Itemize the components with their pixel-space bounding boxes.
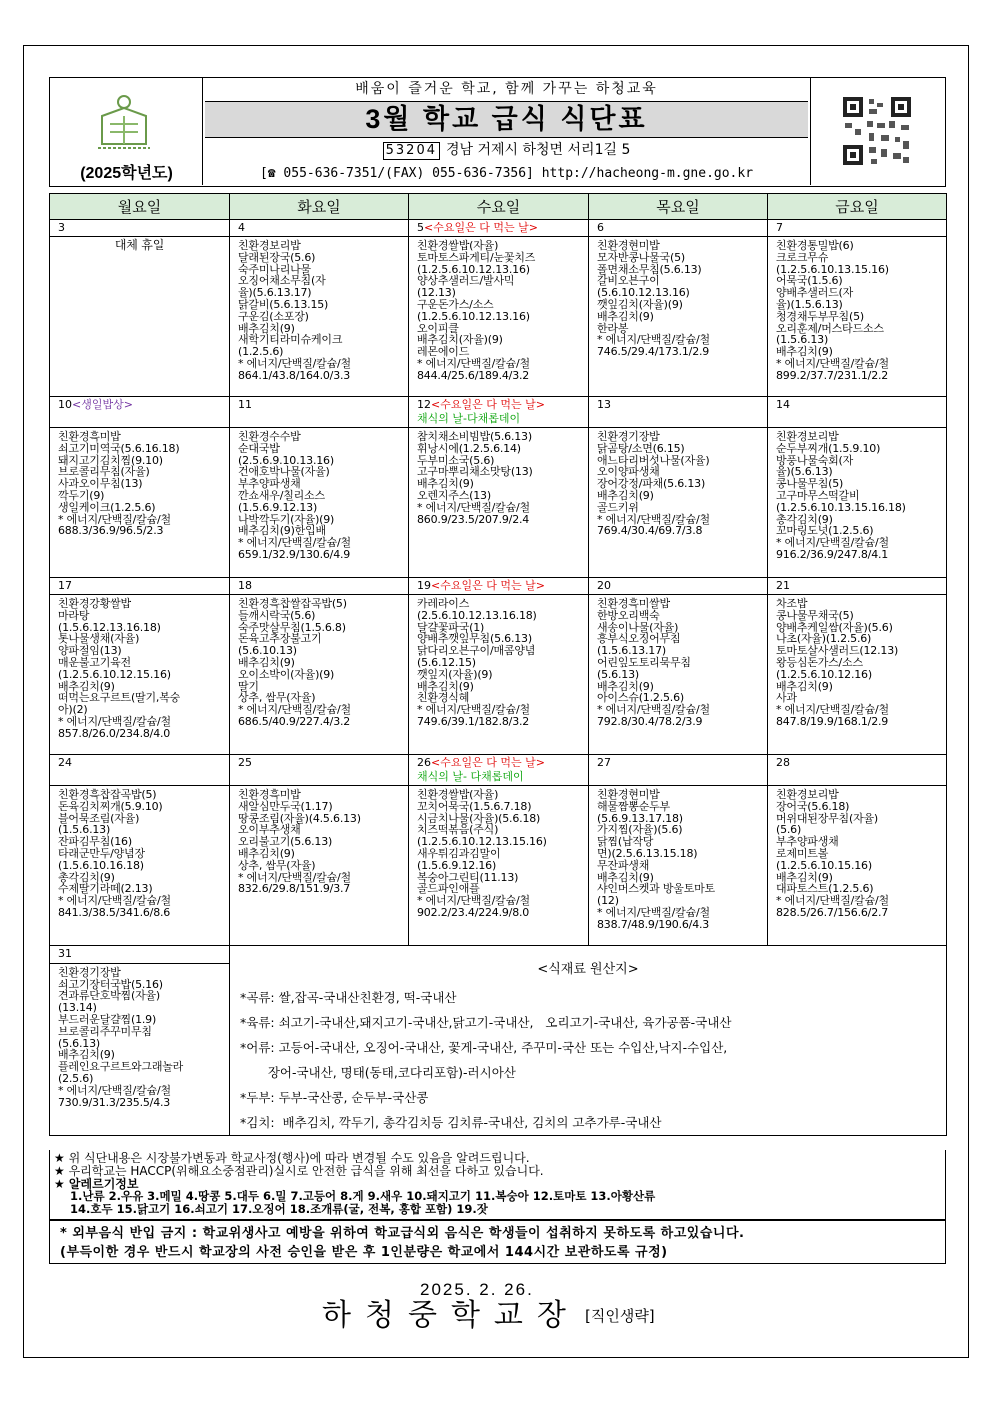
date-cell: 7	[768, 220, 947, 237]
ban-line: (부득이한 경우 반드시 학교장의 사전 승인을 받은 후 1인분량은 학교에서 144시간 보관하도록 규정)	[60, 1245, 668, 1260]
school-logo-cell	[50, 78, 203, 185]
weekday-header: 금요일	[768, 194, 947, 220]
qr-code-icon[interactable]	[839, 93, 915, 169]
vegetarian-note: 채식의 날-다채롭데이	[417, 412, 521, 425]
date-row	[50, 220, 947, 237]
principal-signature: 하청중학교장	[322, 1298, 580, 1333]
issue-date: 2025. 2. 26.	[420, 1280, 534, 1299]
date-cell: 6	[589, 220, 768, 237]
meal-cell: 참치채소비빔밥(5.6.13) 휘낭시에(1.2.5.6.14) 두부미소국(5.6) 고구마뿌리채소맛탕(13) 배추김치(9) 오렌지주스(13) * 에너지/단백질/칼슘/철 860.9/23.5/207.9/2.4	[409, 428, 589, 578]
date-cell: 3	[50, 220, 230, 237]
wednesday-note: <수요일은 다 먹는 날>	[431, 756, 545, 769]
date-cell: 14	[768, 397, 947, 428]
meal-cell: 친환경보리밥 순두부찌개(1.5.9.10) 방풍나물숙회(자 율)(5.6.13) 콩나물무침(5) 고구마무스떡갈비 (1.2.5.6.10.13.15.16.18) 총각김치(9) 꼬마링도넛(1.2.5.6) * 에너지/단백질/칼슘/철 916.2/36.9/247.8/4.1	[768, 428, 947, 578]
date-cell: 17	[50, 578, 230, 595]
origin-line: 장어-국내산, 명태(동태,코다리포함)-러시아산	[240, 1065, 516, 1080]
notice-line: ★ 위 식단내용은 시장불가변동과 학교사정(행사)에 따라 변경될 수도 있음을 알려드립니다.	[54, 1151, 530, 1165]
school-logo-icon	[88, 86, 160, 156]
weekday-header: 월요일	[50, 194, 230, 220]
date-row	[50, 397, 947, 428]
date-cell: 4	[230, 220, 409, 237]
meal-cell: 카레라이스 (2.5.6.10.12.13.16.18) 달걀꽃파국(1) 양배추깻잎무침(5.6.13) 닭다리오븐구이/매콤양념 (5.6.12.15) 깻잎지(자율)(9) 배추김치(9) 친환경식혜 * 에너지/단백질/칼슘/철 749.6/39.1/182.8/3.2	[409, 595, 589, 755]
birthday-note: <생일밥상>	[72, 398, 133, 411]
meal-row	[50, 595, 947, 755]
date-cell: 21	[768, 578, 947, 595]
date-row	[50, 578, 947, 595]
date-cell: 20	[589, 578, 768, 595]
notice-line: ★ 우리학교는 HACCP(위해요소중점관리)실시로 안전한 급식을 위해 최선을 다하고 있습니다.	[54, 1163, 544, 1178]
origin-cell	[230, 946, 947, 1136]
notes-section	[49, 1150, 946, 1220]
allergy-list: 14.호두 15.닭고기 16.쇠고기 17.오징어 18.조개류(굴, 전복, 홍합 포함) 19.잣	[70, 1202, 488, 1217]
date-cell: 10<생일밥상>	[50, 397, 230, 428]
allergy-list: 1.난류 2.우유 3.메밀 4.땅콩 5.대두 6.밀 7.고등어 8.게 9.새우 10.돼지고기 11.복숭아 12.토마토 13.아황산류	[70, 1189, 656, 1204]
meal-cell: 친환경수수밥 순대국밥 (2.5.6.9.10.13.16) 건애호박나물(자율) 부추양파생채 깐쇼새우/칠리소스 (1.5.6.9.12.13) 나박깍두기(자율)(9) 배추김치(9)한입배 * 에너지/단백질/칼슘/철 659.1/32.9/130.6/4.9	[230, 428, 409, 578]
weekday-header: 수요일	[409, 194, 589, 220]
date-row	[50, 755, 947, 786]
weekday-header: 화요일	[230, 194, 409, 220]
meal-cell: 친환경쌀밥(자율) 꼬치어묵국(1.5.6.7.18) 시금치나물(자율)(5.6.18) 치즈떡볶음(주식) (1.2.5.6.10.12.13.15.16) 새우튀김과김말이 (1.5.6.9.12.16) 복숭아그린티(11.13) 골드파인애플 * 에너지/단백질/칼슘/철 902.2/23.4/224.9/8.0	[409, 786, 589, 946]
date-cell: 19<수요일은 다 먹는 날>	[409, 578, 589, 595]
meal-cell: 친환경강황쌀밥 마라탕 (1.5.6.12.13.16.18) 톳나물생채(자율) 양파절임(13) 매운불고기육전 (1.2.5.6.10.12.15.16) 배추김치(9) 떠먹는요구르트(딸기,복숭 아)(2) * 에너지/단백질/칼슘/철 857.8/26.0/234.8/4.0	[50, 595, 230, 755]
qr-cell	[810, 78, 944, 185]
meal-cell: 친환경흑미밥 새알심만두국(1.17) 땅콩조림(자율)(4.5.6.13) 오이부추생채 오리불고기(5.6.13) 배추김치(9) 상추, 쌈무(자율) * 에너지/단백질/칼슘/철 832.6/29.8/151.9/3.7	[230, 786, 409, 946]
date-cell: 27	[589, 755, 768, 786]
meal-cell: 차조밥 콩나물무채국(5) 양배추케일쌈(자율)(5.6) 나초(자율)(1.2.5.6) 토마토살사샐러드(12.13) 왕등심돈가스/소스 (1.2.5.6.10.12.16) 배추김치(9) 사과 * 에너지/단백질/칼슘/철 847.8/19.9/168.1/2.9	[768, 595, 947, 755]
page-title: 3월 학교 급식 식단표	[205, 102, 808, 138]
meal-row	[50, 786, 947, 946]
zipcode: 53204	[383, 142, 440, 160]
meal-cell: 친환경현미밥 해물짬뽕순두부 (5.6.9.13.17.18) 가지찜(자율)(5.6) 닭찜(납작당 면)(2.5.6.13.15.18) 무잔파생채 배추김치(9) 샤인머스켓과 방울토마토 (12) * 에너지/단백질/칼슘/철 838.7/48.9/190.6/4.3	[589, 786, 768, 946]
menu-header	[49, 77, 946, 187]
meal-cell: 친환경기장밥 닭곰탕/소면(6.15) 애느타리버섯나물(자율) 오이양파생채 장어강정/파채(5.6.13) 배추김치(9) 골드키위 * 에너지/단백질/칼슘/철 769.4/30.4/69.7/3.8	[589, 428, 768, 578]
ban-line: * 외부음식 반입 금지 : 학교위생사고 예방을 위하여 학교급식외 음식은 학생들이 섭취하지 못하도록 하고있습니다.	[60, 1226, 745, 1241]
meal-cell: 친환경쌀밥(자율) 토마토스파게티/눈꽃치즈 (1.2.5.6.10.12.13.16) 양상추샐러드/발사믹 (12.13) 구운돈가스/소스 (1.2.5.6.10.12.13.16) 오이피클 배추김치(자율)(9) 레몬에이드 * 에너지/단백질/칼슘/철 844.4/25.6/189.4/3.2	[409, 237, 589, 397]
meal-cell: 친환경기장밥 쇠고기장터국밥(5.16) 견과류단호박찜(자율) (13.14) 부드러운달걀찜(1.9) 브로콜리주꾸미무침 (5.6.13) 배추김치(9) 플레인요구르트와그래놀라 (2.5.6) * 에너지/단백질/칼슘/철 730.9/31.3/235.5/4.3	[50, 963, 230, 1135]
meal-cell: 친환경흑찹쌀잡곡밥(5) 들깨시락국(5.6) 숙주맛살무침(1.5.6.8) 돈육고추장불고기 (5.6.10.13) 배추김치(9) 오이소박이(자율)(9) 딸기 상추, 쌈무(자율) * 에너지/단백질/칼슘/철 686.5/40.9/227.4/3.2	[230, 595, 409, 755]
weekday-header-row	[50, 194, 947, 220]
date-cell: 13	[589, 397, 768, 428]
address-text: 경남 거제시 하청면 서리1길 5	[445, 142, 631, 158]
contact-info: [☎ 055-636-7351/(FAX) 055-636-7356] http://hacheong-m.gne.go.kr	[259, 166, 754, 181]
origin-line: *육류: 쇠고기-국내산,돼지고기-국내산,닭고기-국내산, 오리고기-국내산, 육가공품-국내산	[240, 1015, 732, 1030]
meal-cell: 친환경흑미쌀밥 한방오리백숙 새송이나물(자율) 흥부식오징어무침 (1.5.6.13.17) 어린잎도토리묵무침 (5.6.13) 배추김치(9) 아이스슈(1.2.5.6) * 에너지/단백질/칼슘/철 792.8/30.4/78.2/3.9	[589, 595, 768, 755]
date-cell: 26<수요일은 다 먹는 날> 채식의 날- 다채롭데이	[409, 755, 589, 786]
school-address	[205, 138, 808, 162]
date-cell: 18	[230, 578, 409, 595]
date-cell: 25	[230, 755, 409, 786]
origin-line: *김치: 배추김치, 깍두기, 총각김치등 김치류-국내산, 김치의 고추가루-국내산	[240, 1115, 662, 1130]
meal-cell: 친환경흑찹잡곡밥(5) 돈육김치찌개(5.9.10) 블어묵조림(자율) (1.5.6.13) 잔파김무침(16) 타래군만두/양념장 (1.5.6.10.16.18) 총각김치(9) 수제딸기라떼(2.13) * 에너지/단백질/칼슘/철 841.3/38.5/341.6/8.6	[50, 786, 230, 946]
date-cell: 12<수요일은 다 먹는 날> 채식의 날-다채롭데이	[409, 397, 589, 428]
wednesday-note: <수요일은 다 먹는 날>	[431, 579, 545, 592]
wednesday-note: <수요일은 다 먹는 날>	[431, 398, 545, 411]
wednesday-note: <수요일은 다 먹는 날>	[424, 221, 538, 234]
meal-cell: 친환경통밀밥(6) 크로크무슈 (1.2.5.6.10.13.15.16) 어묵국(1.5.6) 양배추샐러드(자 율)(1.5.6.13) 청경채두부무침(5) 오리훈제/머스타드소스 (1.5.6.13) 배추김치(9) * 에너지/단백질/칼슘/철 899.2/37.7/231.1/2.2	[768, 237, 947, 397]
origin-line: *곡류: 쌀,잡곡-국내산친환경, 떡-국내산	[240, 990, 457, 1005]
holiday-cell: 대체 휴일	[50, 237, 230, 397]
allergy-title: ★ 알레르기정보	[54, 1176, 139, 1191]
seal-note: [직인생략]	[585, 1307, 655, 1325]
date-cell: 31	[50, 946, 230, 964]
origin-line: *어류: 고등어-국내산, 오징어-국내산, 꽃게-국내산, 주꾸미-국산 또는 수입산,낙지-수입산,	[240, 1040, 728, 1055]
meal-row	[50, 428, 947, 578]
date-cell: 28	[768, 755, 947, 786]
meal-row	[50, 237, 947, 397]
weekday-header: 목요일	[589, 194, 768, 220]
vegetarian-note: 채식의 날- 다채롭데이	[417, 770, 524, 783]
meal-cell: 친환경흑미밥 쇠고기미역국(5.6.16.18) 돼지고기김치찜(9.10) 브로콜리무침(자율) 사과오이무침(13) 깍두기(9) 생일케이크(1.2.5.6) * 에너지/단백질/칼슘/철 688.3/36.9/96.5/2.3	[50, 428, 230, 578]
meal-cell: 친환경현미밥 모자반콩나물국(5) 폴면채소무침(5.6.13) 갈비오븐구이 (5.6.10.12.13.16) 깻잎김치(자율)(9) 배추김치(9) 한라봉 * 에너지/단백질/칼슘/철 746.5/29.4/173.1/2.9	[589, 237, 768, 397]
menu-table	[49, 193, 947, 1136]
date-cell: 11	[230, 397, 409, 428]
date-cell: 24	[50, 755, 230, 786]
outside-food-ban	[49, 1220, 946, 1264]
origin-line: *두부: 두부-국산콩, 순두부-국산콩	[240, 1090, 429, 1105]
origin-title: <식재료 원산지>	[537, 962, 639, 977]
meal-cell: 친환경보리밥 장어국(5.6.18) 머위대된장무침(자율) (5.6) 부추양파생채 로제미트볼 (1.2.5.6.10.15.16) 배추김치(9) 대파토스트(1.2.5.6) * 에너지/단백질/칼슘/철 828.5/26.7/156.6/2.7	[768, 786, 947, 946]
meal-cell: 친환경보리밥 달래된장국(5.6) 숙주미나리나물 오징어채소무침(자 율)(5.6.13.17) 닭갈비(5.6.13.15) 구운김(소포장) 배추김치(9) 새학기티라미슈케이크 (1.2.5.6) * 에너지/단백질/칼슘/철 864.1/43.8/164.0/3.3	[230, 237, 409, 397]
date-cell: 5<수요일은 다 먹는 날>	[409, 220, 589, 237]
date-row	[50, 946, 947, 964]
school-year: (2025학년도)	[80, 165, 173, 182]
motto: 배움이 즐거운 학교, 함께 가꾸는 하청교육	[205, 78, 808, 102]
